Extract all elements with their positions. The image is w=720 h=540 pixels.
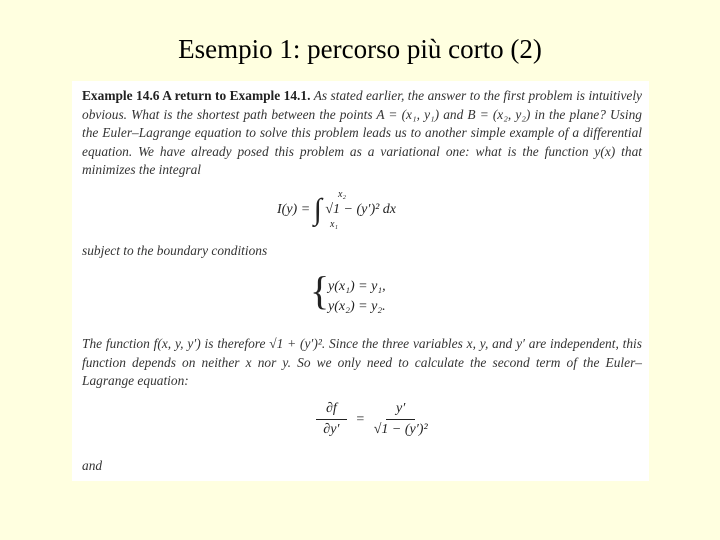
integral-sign: ∫ [313,193,322,226]
example-heading: Example 14.6 A return to Example 14.1. [82,88,311,103]
integral-lhs: I(y) = [277,202,311,218]
slide-title: Esempio 1: percorso più corto (2) [178,34,542,64]
document-excerpt [72,81,649,481]
derivative-rhs [374,401,428,438]
rhs-denominator: √1 − (y′)² [373,422,428,437]
paragraph-function: The function f(x, y, y′) is therefore √1 + (y′)². Since the three variables x, y, and y′ are independent, this function depends on neither x nor y. So we only need to calculate the second term of the Euler–Lagrange equation: [82,336,642,388]
partial-derivative [316,401,347,438]
brace-symbol: { [310,268,330,313]
equals-sign: = [356,411,365,427]
boundary-condition-1: y(x₁) = y₁, [328,279,386,294]
boundary-condition-2: y(x₂) = y₂. [328,299,386,314]
paragraph-intro-text: As stated earlier, the answer to the first problem is intuitively obvious. What is the shortest path between the points A = (x₁, y₁) and B = (x₂, y₂) in the plane? Using the Euler–Lagrange equation to solve this problem leads us to another simple example of a differential equation. We have already posed this problem as a variational one: what is the function y(x) that minimizes the integral [82,88,643,177]
boundary-text: subject to the boundary conditions [82,243,268,258]
integral-upper-limit: x₂ [338,189,346,200]
rhs-numerator: y′ [386,401,415,420]
partial-denominator: ∂y′ [323,422,340,437]
trailing-word: and [82,458,103,473]
partial-numerator: ∂f [316,401,347,420]
integral-lower-limit: x₁ [330,219,338,230]
integrand: √1 − (y′)² dx [325,202,397,218]
paragraph-intro [82,87,642,180]
boundary-conditions [310,268,386,317]
derivative-equation [316,401,428,438]
